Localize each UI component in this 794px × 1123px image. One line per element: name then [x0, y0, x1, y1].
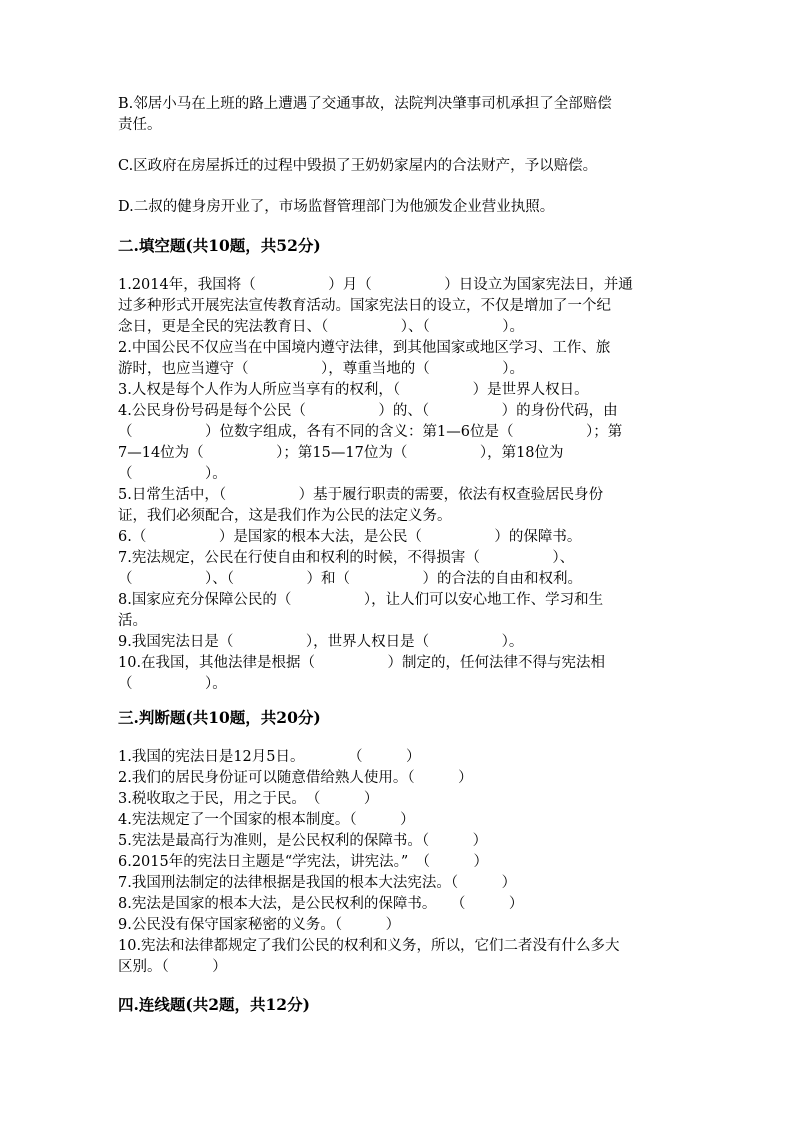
judge-line: 7.我国刑法制定的法律根据是我国的根本大法宪法。（ ）: [118, 875, 517, 891]
fill-line: 6.（ ）是国家的根本大法，是公民（ ）的保障书。: [118, 529, 582, 545]
fill-line: 5.日常生活中，（ ）基于履行职责的需要，依法有权查验居民身份: [118, 487, 604, 503]
judge-line: 9.公民没有保守国家秘密的义务。（ ）: [118, 917, 401, 933]
fill-line: （ ）。: [118, 676, 227, 692]
section-4-title: 四.连线题(共2题，共12分): [118, 995, 310, 1014]
fill-line: 10.在我国，其他法律是根据（ ）制定的，任何法律不得与宪法相: [118, 655, 606, 671]
judge-line: 3.税收取之于民，用之于民。 （ ）: [118, 791, 379, 807]
fill-line: 3.人权是每个人作为人所应当享有的权利，（ ）是世界人权日。: [118, 382, 589, 398]
fill-line: 2.中国公民不仅应当在中国境内遵守法律，到其他国家或地区学习、工作、旅: [118, 340, 611, 356]
option-d: D.二叔的健身房开业了，市场监督管理部门为他颁发企业营业执照。: [118, 199, 555, 215]
fill-line: 7.宪法规定，公民在行使自由和权利的时候，不得损害（ ）、: [118, 550, 575, 566]
option-b-line-2: 责任。: [118, 117, 162, 133]
fill-line: （ ）。: [118, 466, 227, 482]
fill-line: 念日，更是全民的宪法教育日、（ ）、（ ）。: [118, 319, 524, 335]
fill-line: 游时，也应当遵守（ ），尊重当地的（ ）。: [118, 361, 524, 377]
judge-line: 8.宪法是国家的根本大法，是公民权利的保障书。 （ ）: [118, 896, 524, 912]
fill-line: 4.公民身份号码是每个公民（ ）的、（ ）的身份代码，由: [118, 403, 618, 419]
judge-line: 4.宪法规定了一个国家的根本制度。（ ）: [118, 812, 415, 828]
judge-line: 6.2015年的宪法日主题是“学宪法，讲宪法。” （ ）: [118, 854, 489, 870]
section-3-title: 三.判断题(共10题，共20分): [118, 708, 321, 727]
fill-line: 7—14位为（ ）；第15—17位为（ ），第18位为: [118, 445, 564, 461]
judge-line: 1.我国的宪法日是12月5日。 （ ）: [118, 749, 421, 765]
fill-line: 8.国家应充分保障公民的（ ），让人们可以安心地工作、学习和生: [118, 592, 604, 608]
fill-line: 证，我们必须配合，这是我们作为公民的法定义务。: [118, 508, 452, 524]
judge-line: 10.宪法和法律都规定了我们公民的权利和义务，所以，它们二者没有什么多大: [118, 938, 620, 954]
option-c: C.区政府在房屋拆迁的过程中毁损了王奶奶家屋内的合法财产，予以赔偿。: [118, 158, 598, 174]
fill-line: （ ）、（ ）和（ ）的合法的自由和权利。: [118, 571, 582, 587]
fill-line: 9.我国宪法日是（ ），世界人权日是（ ）。: [118, 634, 524, 650]
fill-line: 活。: [118, 613, 147, 629]
section-2-questions: [118, 275, 678, 695]
section-3-questions: [118, 747, 678, 978]
option-b: [118, 94, 678, 136]
section-2-title: 二.填空题(共10题，共52分): [118, 236, 321, 255]
judge-line: 5.宪法是最高行为准则，是公民权利的保障书。（ ）: [118, 833, 488, 849]
fill-line: 过多种形式开展宪法宣传教育活动。国家宪法日的设立，不仅是增加了一个纪: [118, 298, 611, 314]
fill-line: （ ）位数字组成，各有不同的含义：第1—6位是（ ）；第: [118, 424, 623, 440]
option-b-line-1: B.邻居小马在上班的路上遭遇了交通事故，法院判决肇事司机承担了全部赔偿: [118, 96, 612, 112]
judge-line: 区别。（ ）: [118, 959, 227, 975]
judge-line: 2.我们的居民身份证可以随意借给熟人使用。（ ）: [118, 770, 473, 786]
fill-line: 1.2014年，我国将（ ）月（ ）日设立为国家宪法日，并通: [118, 277, 633, 293]
